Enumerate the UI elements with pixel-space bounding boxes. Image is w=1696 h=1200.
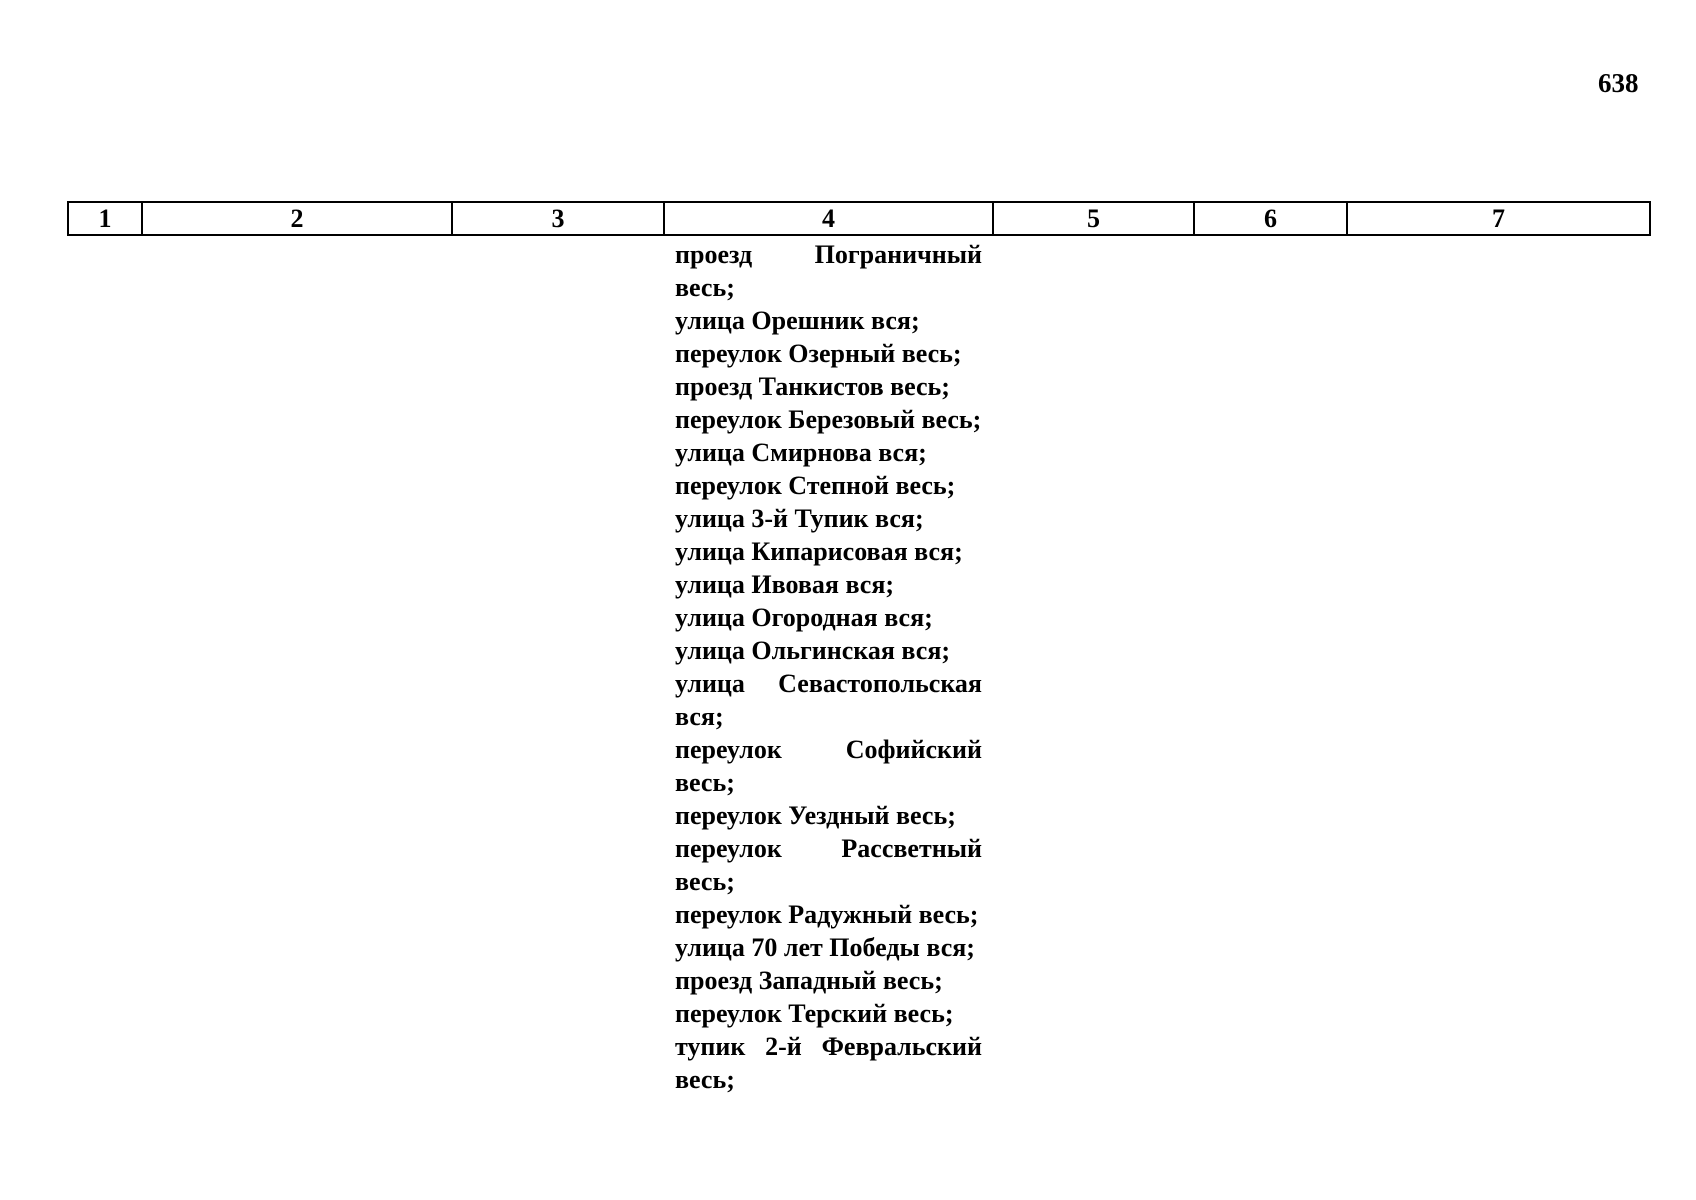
column-number-5: 5 [993,202,1194,235]
page-number: 638 [1598,68,1639,98]
street-entry: улица Кипарисовая вся; [675,537,963,566]
street-entry: улица Ольгинская вся; [675,636,951,665]
street-entry: проезд Пограничный весь; [675,240,982,302]
street-entry: улица 70 лет Победы вся; [675,933,975,962]
street-entry: переулок Радужный весь; [675,900,979,929]
street-entry: переулок Озерный весь; [675,339,962,368]
street-entry: улица Огородная вся; [675,603,933,632]
street-entry: проезд Танкистов весь; [675,372,950,401]
street-entry: улица Ивовая вся; [675,570,895,599]
street-entry: тупик 2-й Февральский весь; [675,1032,982,1094]
street-entry: переулок Софийский весь; [675,735,982,797]
column-number-1: 1 [68,202,142,235]
street-entry: переулок Березовый весь; [675,405,982,434]
column-number-header [67,201,1651,236]
column-number-2: 2 [142,202,452,235]
street-entry: улица 3-й Тупик вся; [675,504,924,533]
street-entry: переулок Терский весь; [675,999,954,1028]
street-entry: улица Севастопольская вся; [675,669,982,731]
street-entry: улица Смирнова вся; [675,438,927,467]
column-number-4: 4 [664,202,993,235]
column-number-3: 3 [452,202,664,235]
street-entry: переулок Рассветный весь; [675,834,982,896]
street-entry: улица Орешник вся; [675,306,920,335]
column-4-street-list [675,238,982,1096]
street-entry: переулок Степной весь; [675,471,956,500]
column-number-7: 7 [1347,202,1650,235]
street-entry: проезд Западный весь; [675,966,943,995]
street-entry: переулок Уездный весь; [675,801,956,830]
column-number-6: 6 [1194,202,1347,235]
